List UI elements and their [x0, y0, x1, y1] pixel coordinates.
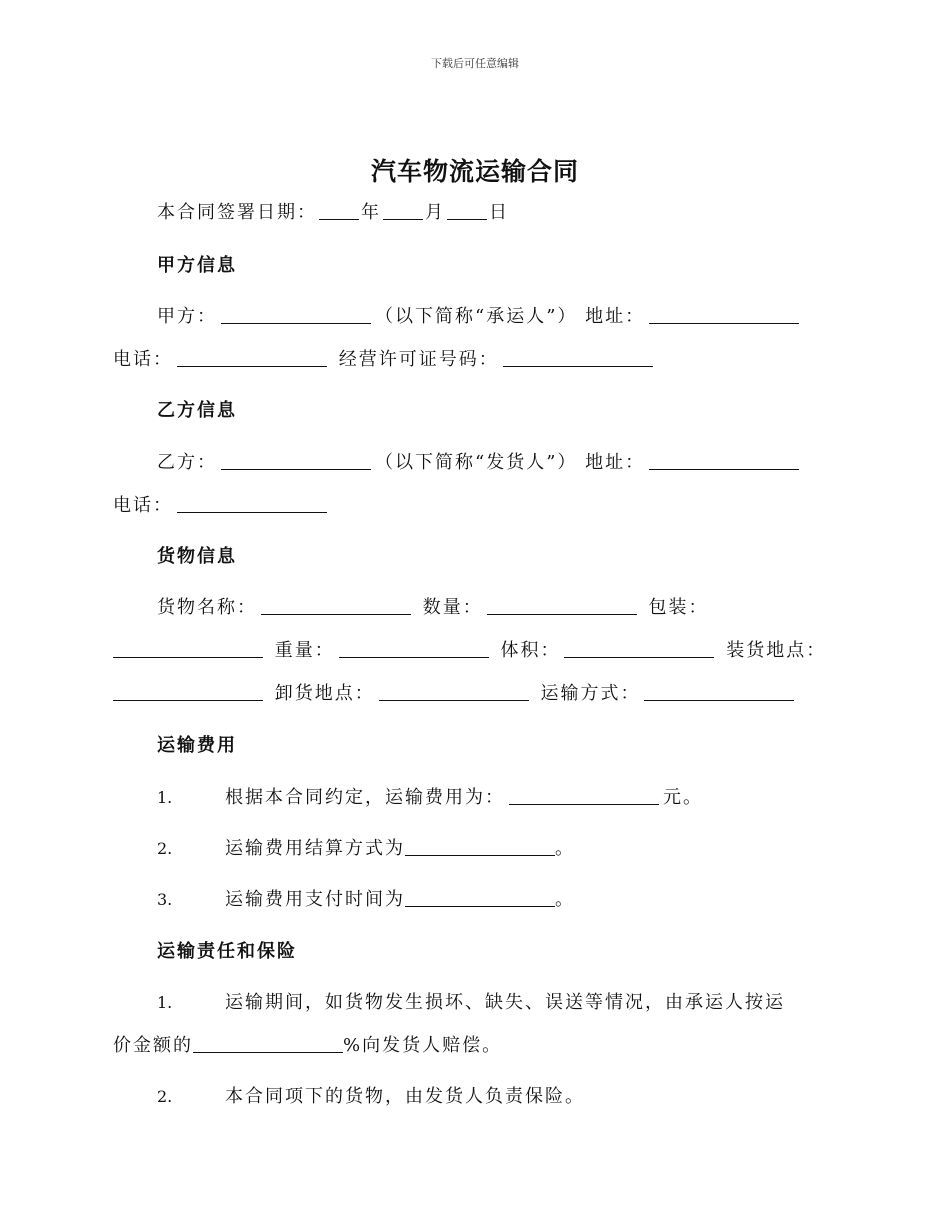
document-title: 汽车物流运输合同: [370, 157, 579, 186]
year-blank[interactable]: [319, 201, 359, 220]
cargo-line-1: [157, 593, 847, 619]
day-label: 日: [489, 202, 509, 223]
cargo-method-blank[interactable]: [644, 682, 794, 701]
cargo-loading-blank[interactable]: [113, 682, 263, 701]
party-a-phone-blank[interactable]: [177, 348, 327, 367]
month-label: 月: [425, 202, 445, 223]
fee-item-number: 2.: [157, 839, 173, 858]
month-blank[interactable]: [383, 201, 423, 220]
fee-item-text: 运输费用支付时间为: [225, 889, 405, 910]
fee-item-2: [157, 834, 575, 860]
fee-item-text: 根据本合同约定，运输费用为：: [225, 787, 505, 808]
payment-time-blank[interactable]: [405, 888, 555, 907]
liability-item-number: 2.: [157, 1087, 173, 1106]
liability-item-number: 1.: [157, 993, 173, 1012]
fee-item-number: 1.: [157, 788, 173, 807]
cargo-packaging-label: 包装：: [648, 597, 709, 618]
party-b-line-2: [113, 491, 838, 517]
cargo-quantity-label: 数量：: [422, 597, 483, 618]
liability-item-text-cont: 价金额的: [113, 1035, 193, 1056]
fee-item-suffix: 。: [555, 889, 575, 910]
header-note: 下载后可任意编辑: [431, 57, 519, 70]
party-b-line-1: [157, 448, 847, 474]
party-b-alias: （以下简称“发货人”）: [375, 452, 578, 473]
cargo-packaging-blank[interactable]: [113, 639, 263, 658]
liability-item-text: 运输期间，如货物发生损坏、缺失、误送等情况，由承运人按运: [225, 992, 785, 1013]
cargo-volume-blank[interactable]: [564, 639, 714, 658]
cargo-heading: 货物信息: [157, 546, 237, 567]
party-b-phone-blank[interactable]: [177, 494, 327, 513]
cargo-line-2: [113, 636, 838, 662]
fee-item-suffix: 元。: [663, 787, 703, 808]
cargo-weight-label: 重量：: [274, 640, 335, 661]
liability-item-2: [157, 1082, 585, 1108]
party-a-line-2: [113, 345, 838, 371]
cargo-quantity-blank[interactable]: [487, 596, 637, 615]
cargo-unloading-blank[interactable]: [379, 682, 529, 701]
party-b-label: 乙方：: [157, 452, 217, 473]
party-a-alias: （以下简称“承运人”）: [375, 306, 578, 327]
cargo-weight-blank[interactable]: [339, 639, 489, 658]
liability-item-text: 本合同项下的货物，由发货人负责保险。: [225, 1086, 585, 1107]
cargo-method-label: 运输方式：: [540, 683, 641, 704]
cargo-name-label: 货物名称：: [157, 597, 257, 618]
fees-heading: 运输费用: [157, 735, 237, 756]
party-b-phone-label: 电话：: [113, 495, 173, 516]
fee-item-suffix: 。: [555, 838, 575, 859]
cargo-line-3: [113, 679, 838, 705]
fee-item-number: 3.: [157, 890, 173, 909]
party-a-phone-label: 电话：: [113, 349, 173, 370]
liability-heading: 运输责任和保险: [157, 941, 297, 962]
fee-item-3: [157, 885, 575, 911]
party-a-line-1: [157, 302, 847, 328]
party-b-address-blank[interactable]: [649, 451, 799, 470]
party-a-license-blank[interactable]: [503, 348, 653, 367]
party-a-heading: 甲方信息: [157, 255, 237, 276]
cargo-volume-label: 体积：: [500, 640, 561, 661]
cargo-unloading-label: 卸货地点：: [274, 683, 375, 704]
party-a-address-blank[interactable]: [649, 305, 799, 324]
cargo-name-blank[interactable]: [261, 596, 411, 615]
party-b-address-label: 地址：: [585, 452, 646, 473]
settlement-method-blank[interactable]: [405, 837, 555, 856]
liability-item-1-cont: [113, 1031, 838, 1057]
day-blank[interactable]: [447, 201, 487, 220]
party-a-name-blank[interactable]: [221, 305, 371, 324]
signing-date-line: [157, 198, 847, 224]
party-a-license-label: 经营许可证号码：: [338, 349, 499, 370]
fee-item-text: 运输费用结算方式为: [225, 838, 405, 859]
year-label: 年: [361, 202, 381, 223]
party-a-label: 甲方：: [157, 306, 217, 327]
fee-item-1: [157, 783, 703, 809]
party-b-name-blank[interactable]: [221, 451, 371, 470]
cargo-loading-label: 装货地点：: [726, 640, 827, 661]
compensation-percent-blank[interactable]: [193, 1034, 343, 1053]
signing-date-label: 本合同签署日期：: [157, 202, 317, 223]
fee-amount-blank[interactable]: [509, 786, 659, 805]
party-a-address-label: 地址：: [585, 306, 646, 327]
liability-item-1: [157, 988, 785, 1014]
party-b-heading: 乙方信息: [157, 400, 237, 421]
liability-item-suffix: %向发货人赔偿。: [343, 1035, 503, 1056]
